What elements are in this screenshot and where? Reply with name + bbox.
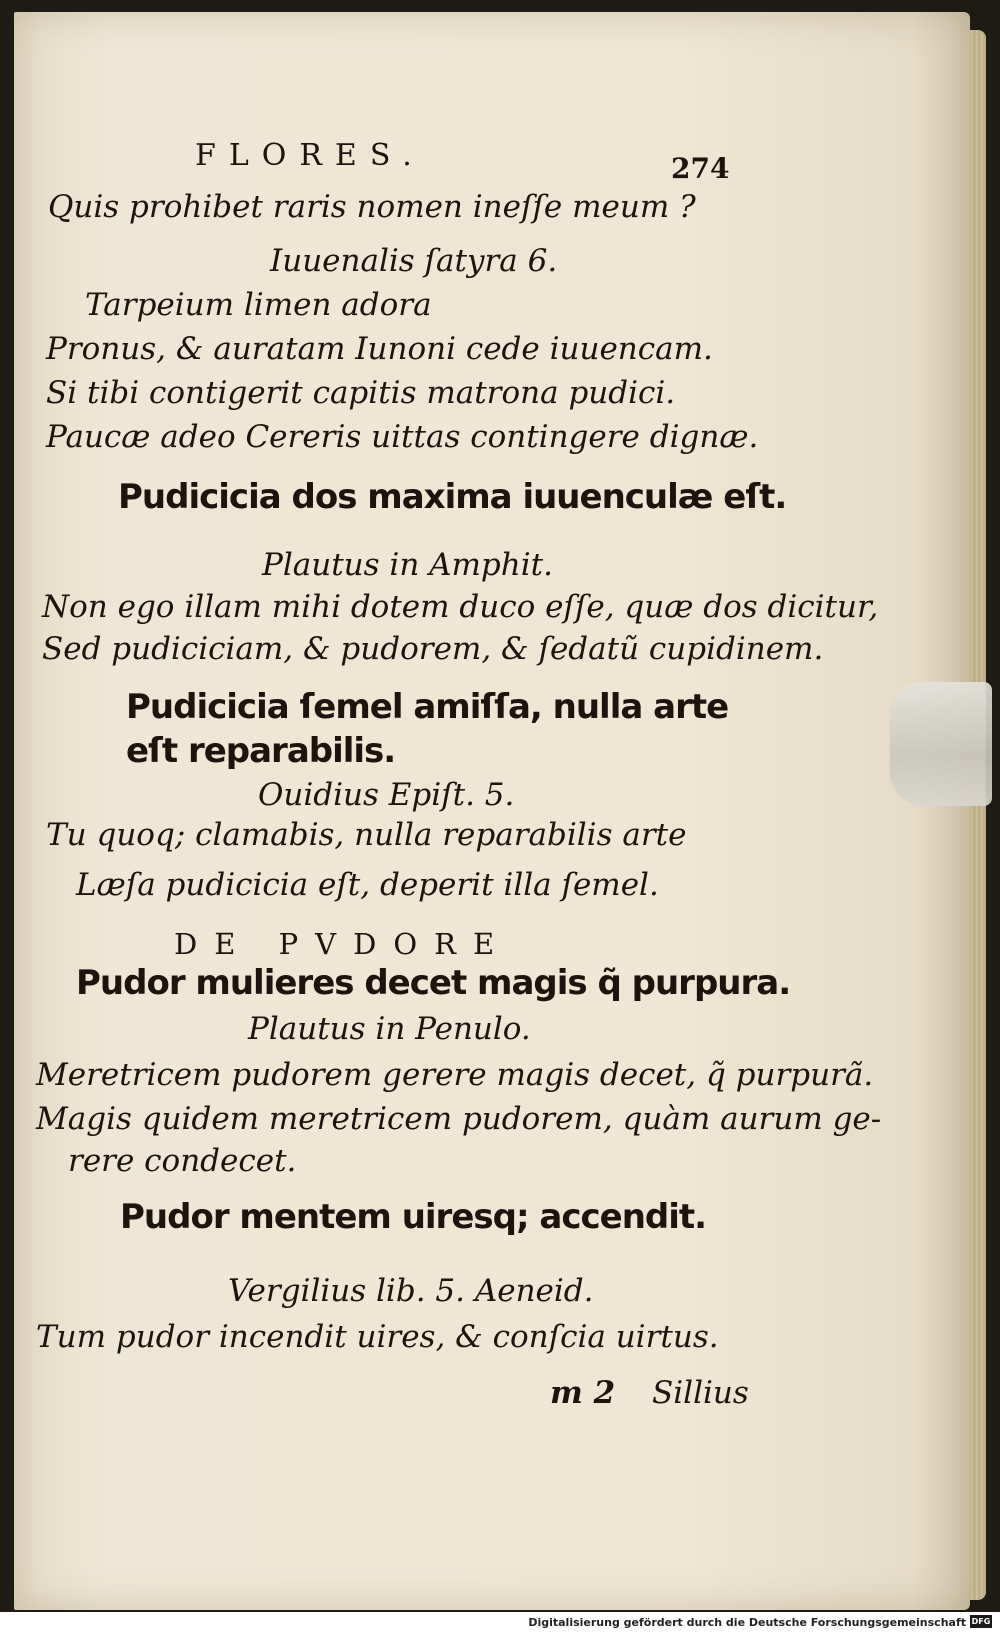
text-line: Vergilius lib. 5. Aeneid. xyxy=(228,1273,594,1309)
text-line: Sed pudiciciam, & pudorem, & ſedatũ cupidinem. xyxy=(42,631,824,667)
motto-line: Pudor mulieres decet magis q̃ purpura. xyxy=(76,963,791,1003)
motto-line: Pudicicia ſemel amiſſa, nulla arte xyxy=(126,687,729,727)
running-head: FLORES. xyxy=(195,138,425,173)
text-line: Tum pudor incendit uires, & conſcia uirtus. xyxy=(36,1319,719,1355)
text-line: Iuuenalis ſatyra 6. xyxy=(270,243,558,279)
page-clip xyxy=(890,682,992,806)
text-line: Tu quoq; clamabis, nulla reparabilis arte xyxy=(46,817,687,853)
signature-mark: m 2 xyxy=(550,1375,616,1411)
funding-credit: Digitalisierung gefördert durch die Deutsche Forschungsgemeinschaft xyxy=(528,1616,966,1629)
motto-line: eſt reparabilis. xyxy=(126,731,396,771)
text-line: Ouidius Epiſt. 5. xyxy=(258,777,515,813)
folio-number: 274 xyxy=(671,152,730,185)
text-line: Tarpeium limen adora xyxy=(85,287,432,323)
text-line: Læſa pudicicia eſt, deperit illa ſemel. xyxy=(76,867,659,903)
dfg-logo: DFG xyxy=(971,1617,991,1626)
text-line: Plautus in Amphit. xyxy=(262,547,553,583)
section-heading: DE PVDORE xyxy=(174,927,512,961)
text-line: Pronus, & auratam Iunoni cede iuuencam. xyxy=(46,331,713,367)
text-line: Paucæ adeo Cereris uittas contingere dignæ. xyxy=(46,419,759,455)
catchword: Sillius xyxy=(652,1375,749,1411)
motto-line: Pudicicia dos maxima iuuenculæ eſt. xyxy=(118,477,787,517)
text-line: Meretricem pudorem gerere magis decet, q̃ purpurã. xyxy=(36,1057,874,1093)
text-line: rere condecet. xyxy=(68,1143,297,1179)
motto-line: Pudor mentem uiresq; accendit. xyxy=(120,1197,707,1237)
text-line: Plautus in Penulo. xyxy=(248,1011,531,1047)
text-line: Quis prohibet raris nomen ineſſe meum ? xyxy=(48,189,696,225)
text-line: Si tibi contigerit capitis matrona pudici. xyxy=(46,375,676,411)
text-line: Magis quidem meretricem pudorem, quàm aurum ge- xyxy=(36,1101,882,1137)
text-line: Non ego illam mihi dotem duco eſſe, quæ dos dicitur, xyxy=(42,589,879,625)
